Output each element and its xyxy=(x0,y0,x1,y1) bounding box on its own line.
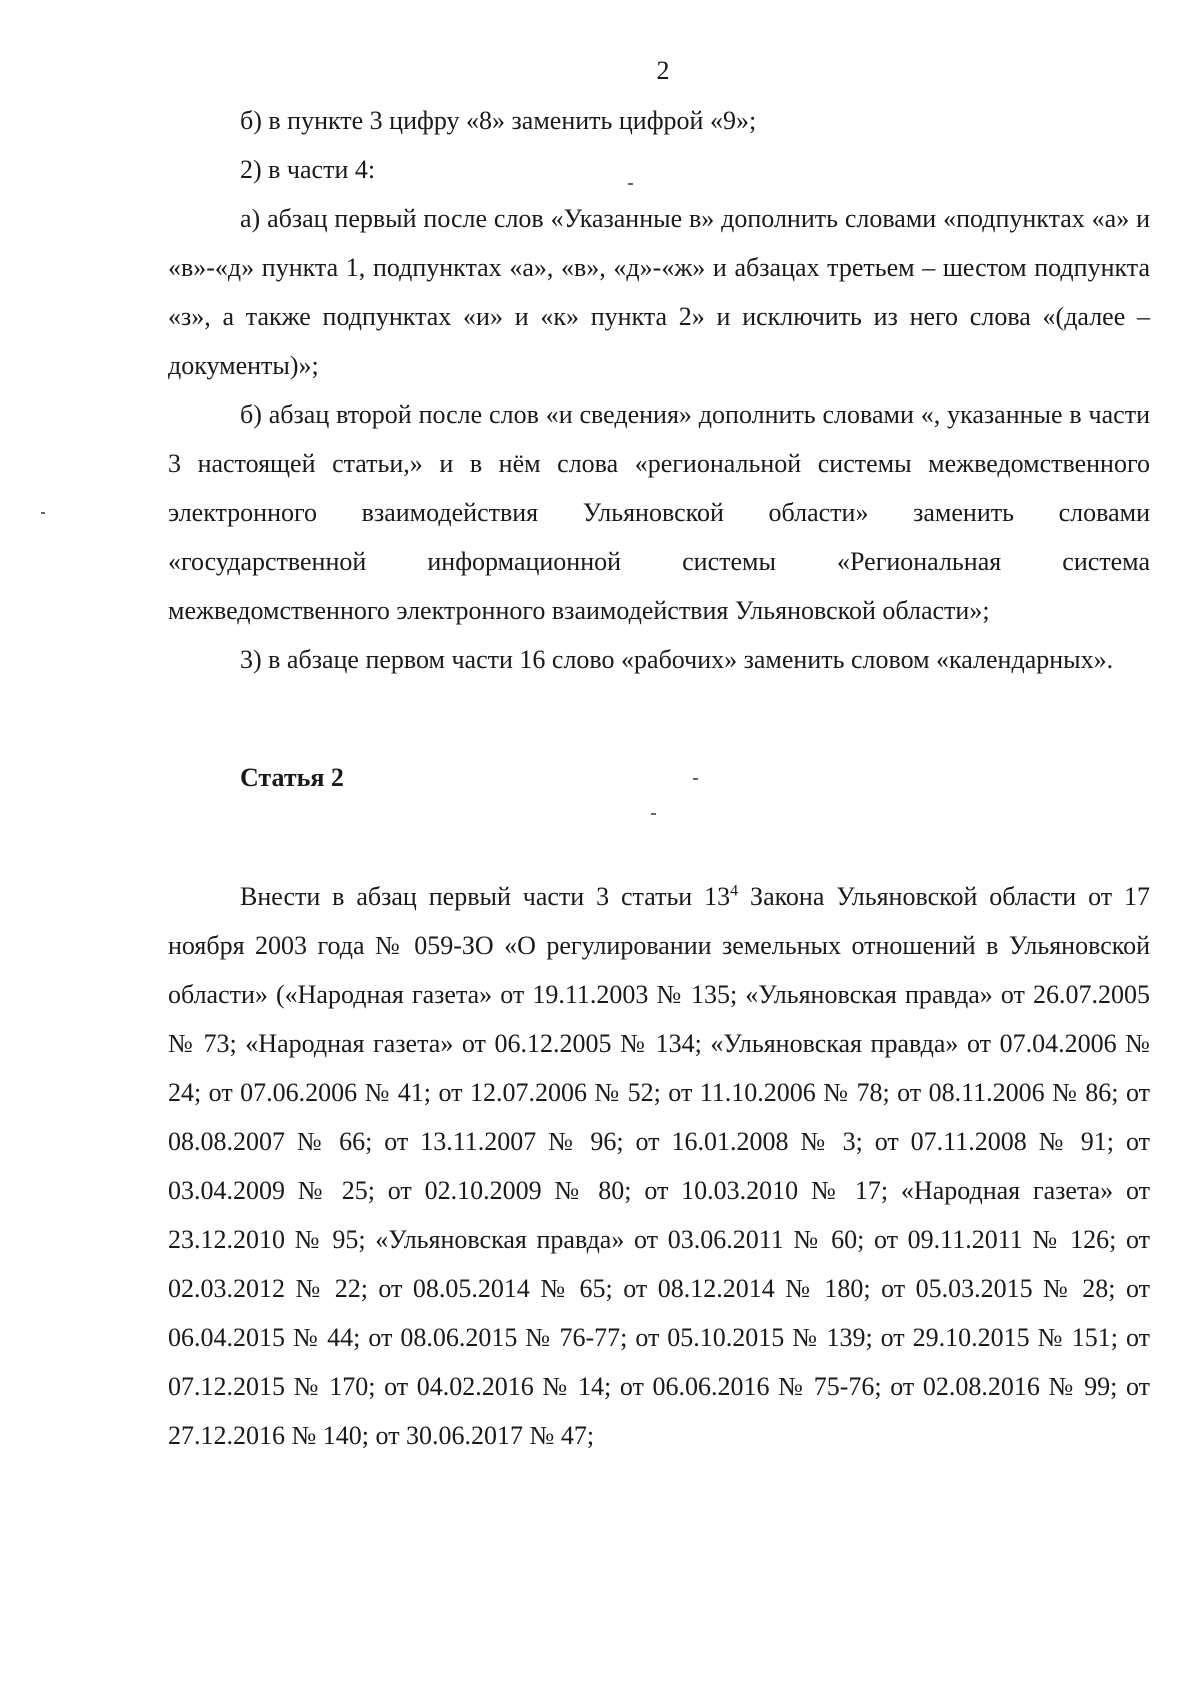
scan-speck xyxy=(693,778,698,780)
paragraph-2a: а) абзац первый после слов «Указанные в» дополнить словами «подпунктах «а» и «в»-«д» пункта 1, подпунктах «а», «в», «д»-«ж» и абзацах третьем – шестом подпункта «з», а также подпунктах «и» и «к» пункта 2» и исключить из него слова «(далее – документы)»; xyxy=(168,204,1150,380)
article-heading: Статья 2 xyxy=(240,763,344,792)
article-2-text-rest: Закона Ульяновской области от 17 ноября 2003 года № 059-ЗО «О регулировании земельных отношений в Ульяновской области» («Народная газета» от 19.11.2003 № 135; «Ульяновская правда» от 26.07.2005 № 73; «Народная газета» от 06.12.2005 № 134; «Ульяновская правда» от 07.04.2006 № 24; от 07.06.2006 № 41; от 12.07.2006 № 52; от 11.10.2006 № 78; от 08.11.2006 № 86; от 08.08.2007 № 66; от 13.11.2007 № 96; от 16.01.2008 № 3; от 07.11.2008 № 91; от 03.04.2009 № 25; от 02.10.2009 № 80; от 10.03.2010 № 17; «Народная газета» от 23.12.2010 № 95; «Ульяновская правда» от 03.06.2011 № 60; от 09.11.2011 № 126; от 02.03.2012 № 22; от 08.05.2014 № 65; от 08.12.2014 № 180; от 05.03.2015 № 28; от 06.04.2015 № 44; от 08.06.2015 № 76-77; от 05.10.2015 № 139; от 29.10.2015 № 151; от 07.12.2015 № 170; от 04.02.2016 № 14; от 06.06.2016 № 75-76; от 02.08.2016 № 99; от 27.12.2016 № 140; от 30.06.2017 № 47; xyxy=(168,882,1150,1450)
article-2-text-start: Внести в абзац первый части 3 статьи 13 xyxy=(240,882,731,911)
scan-speck xyxy=(41,512,45,514)
scan-speck xyxy=(628,183,633,185)
scan-speck xyxy=(651,813,656,815)
document-body xyxy=(168,96,1150,1460)
paragraph-1b: б) в пункте 3 цифру «8» заменить цифрой «9»; xyxy=(240,106,757,135)
article-2-paragraph xyxy=(168,872,1150,1460)
paragraph-2b: б) абзац второй после слов «и сведения» дополнить словами «, указанные в части 3 настоящей статьи,» и в нём слова «региональной системы межведомственного электронного взаимодействия Ульяновской области» заменить словами «государственной информационной системы «Региональная система межведомственного электронного взаимодействия Ульяновской области»; xyxy=(168,400,1150,625)
paragraph-3: 3) в абзаце первом части 16 слово «рабочих» заменить словом «календарных». xyxy=(240,645,1114,674)
paragraph-2: 2) в части 4: xyxy=(240,155,376,184)
article-superscript: 4 xyxy=(730,882,739,900)
page-number: 2 xyxy=(656,56,670,85)
